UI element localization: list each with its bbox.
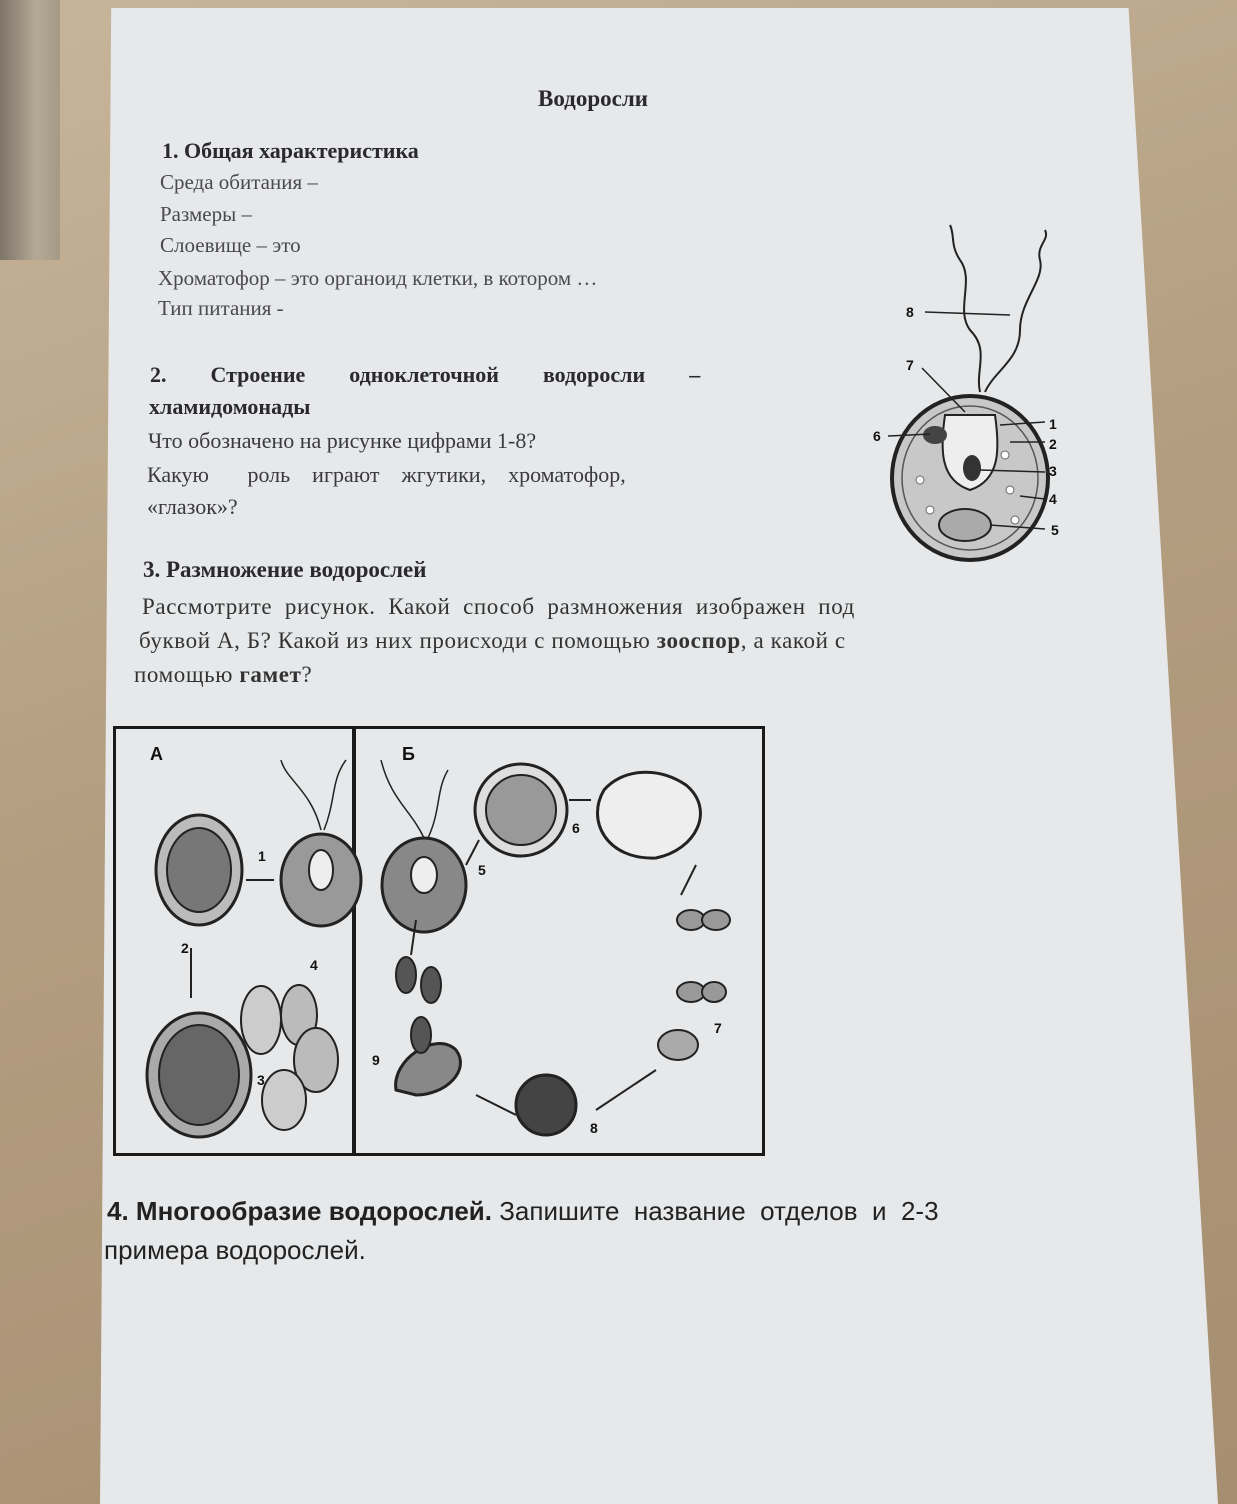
desk-object bbox=[0, 0, 60, 260]
asexual-reproduction-illustration bbox=[116, 730, 352, 1154]
chlamy-label: 4 bbox=[1049, 491, 1057, 507]
section3-line: буквой А, Б? Какой из них происходи с помощью зооспор, а какой с bbox=[139, 628, 846, 653]
panel-b-number: 9 bbox=[372, 1052, 380, 1068]
section2-heading: 2. Строение одноклеточной водоросли – bbox=[150, 362, 701, 387]
section2-question: «глазок»? bbox=[147, 494, 238, 519]
chlamy-label: 6 bbox=[873, 428, 881, 444]
chlamy-label: 1 bbox=[1049, 416, 1057, 432]
chlamy-label: 7 bbox=[906, 357, 914, 373]
section2-heading-cont: хламидомонады bbox=[149, 394, 311, 419]
section4-line: 4. Многообразие водорослей. Запишите название отделов и 2-3 bbox=[107, 1196, 939, 1226]
section2-question: Что обозначено на рисунке цифрами 1-8? bbox=[148, 428, 537, 453]
section1-line: Размеры – bbox=[160, 202, 252, 226]
section1-heading: 1. Общая характеристика bbox=[162, 138, 419, 163]
chlamy-label: 2 bbox=[1049, 436, 1057, 452]
section3-heading: 3. Размножение водорослей bbox=[143, 557, 427, 582]
panel-a-number: 3 bbox=[257, 1072, 265, 1088]
panel-a-number: 4 bbox=[310, 957, 318, 973]
section1-line: Хроматофор – это органоид клетки, в котором … bbox=[158, 266, 598, 290]
chlamy-label: 8 bbox=[906, 304, 914, 320]
chlamy-label: 5 bbox=[1051, 522, 1059, 538]
panel-a-label: А bbox=[150, 744, 163, 764]
page-title: Водоросли bbox=[538, 86, 648, 111]
panel-b-number: 7 bbox=[714, 1020, 722, 1036]
panel-a-number: 1 bbox=[258, 848, 266, 864]
chlamy-label: 3 bbox=[1049, 463, 1057, 479]
section1-line: Тип питания - bbox=[158, 296, 284, 320]
section4-line: примера водорослей. bbox=[104, 1235, 366, 1265]
section3-line: Рассмотрите рисунок. Какой способ размножения изображен под bbox=[142, 594, 855, 619]
section1-line: Слоевище – это bbox=[160, 233, 301, 257]
section3-line: помощью гамет? bbox=[134, 662, 313, 687]
sexual-reproduction-illustration bbox=[356, 730, 761, 1154]
section1-line: Среда обитания – bbox=[160, 170, 318, 194]
panel-a-number: 2 bbox=[181, 940, 189, 956]
section2-question: Какую роль играют жгутики, хроматофор, bbox=[147, 462, 626, 487]
section4-heading: 4. Многообразие водорослей. bbox=[107, 1196, 492, 1226]
panel-b-label: Б bbox=[402, 744, 415, 764]
panel-b-number: 8 bbox=[590, 1120, 598, 1136]
panel-b-number: 5 bbox=[478, 862, 486, 878]
panel-b-number: 6 bbox=[572, 820, 580, 836]
chlamydomonas-diagram bbox=[860, 220, 1100, 570]
